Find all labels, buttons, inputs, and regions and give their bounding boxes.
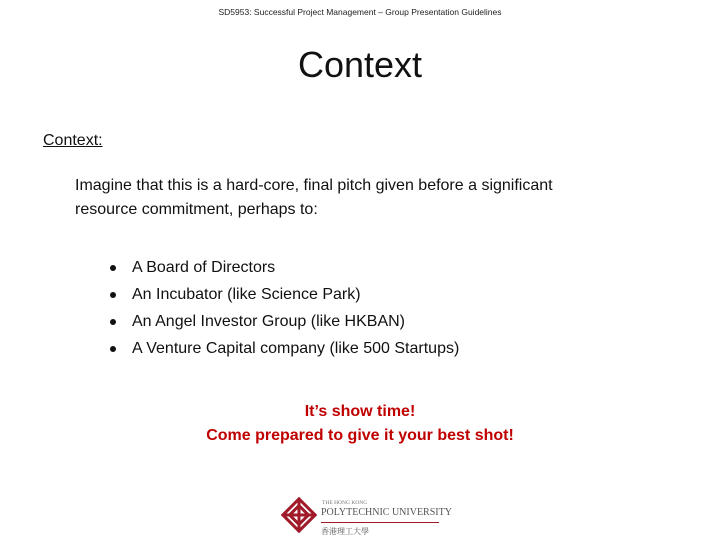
list-item xyxy=(110,254,459,281)
logo-chinese-name: 香港理工大學 xyxy=(321,527,369,536)
list-item xyxy=(110,308,459,335)
list-item-label: An Angel Investor Group (like HKBAN) xyxy=(132,313,406,330)
callout-line-1: It’s show time! xyxy=(304,403,416,420)
list-item-label: A Board of Directors xyxy=(132,259,276,276)
list-item-label: A Venture Capital company (like 500 Startups) xyxy=(132,340,460,357)
slide-header: SD5953: Successful Project Management – Group Presentation Guidelines xyxy=(218,7,502,17)
intro-paragraph xyxy=(75,174,675,222)
list-item-label: An Incubator (like Science Park) xyxy=(132,286,361,303)
list-item xyxy=(110,281,459,308)
callout-line-2: Come prepared to give it your best shot! xyxy=(206,427,514,444)
intro-line-2: resource commitment, perhaps to: xyxy=(75,201,318,218)
polyu-emblem-icon xyxy=(280,496,318,534)
logo-small-line: THE HONG KONG xyxy=(322,500,368,506)
list-item xyxy=(110,335,459,362)
callout xyxy=(0,400,720,448)
slide-title: Context xyxy=(297,44,423,85)
bullet-icon xyxy=(110,346,116,352)
section-heading: Context: xyxy=(43,132,103,149)
bullet-icon xyxy=(110,292,116,298)
bullet-icon xyxy=(110,319,116,325)
bullet-icon xyxy=(110,265,116,271)
university-logo xyxy=(280,492,452,538)
audience-list xyxy=(110,254,459,362)
intro-line-1: Imagine that this is a hard-core, final pitch given before a significant xyxy=(75,177,553,194)
logo-university-name: POLYTECHNIC UNIVERSITY xyxy=(321,507,452,518)
logo-divider xyxy=(321,522,439,523)
